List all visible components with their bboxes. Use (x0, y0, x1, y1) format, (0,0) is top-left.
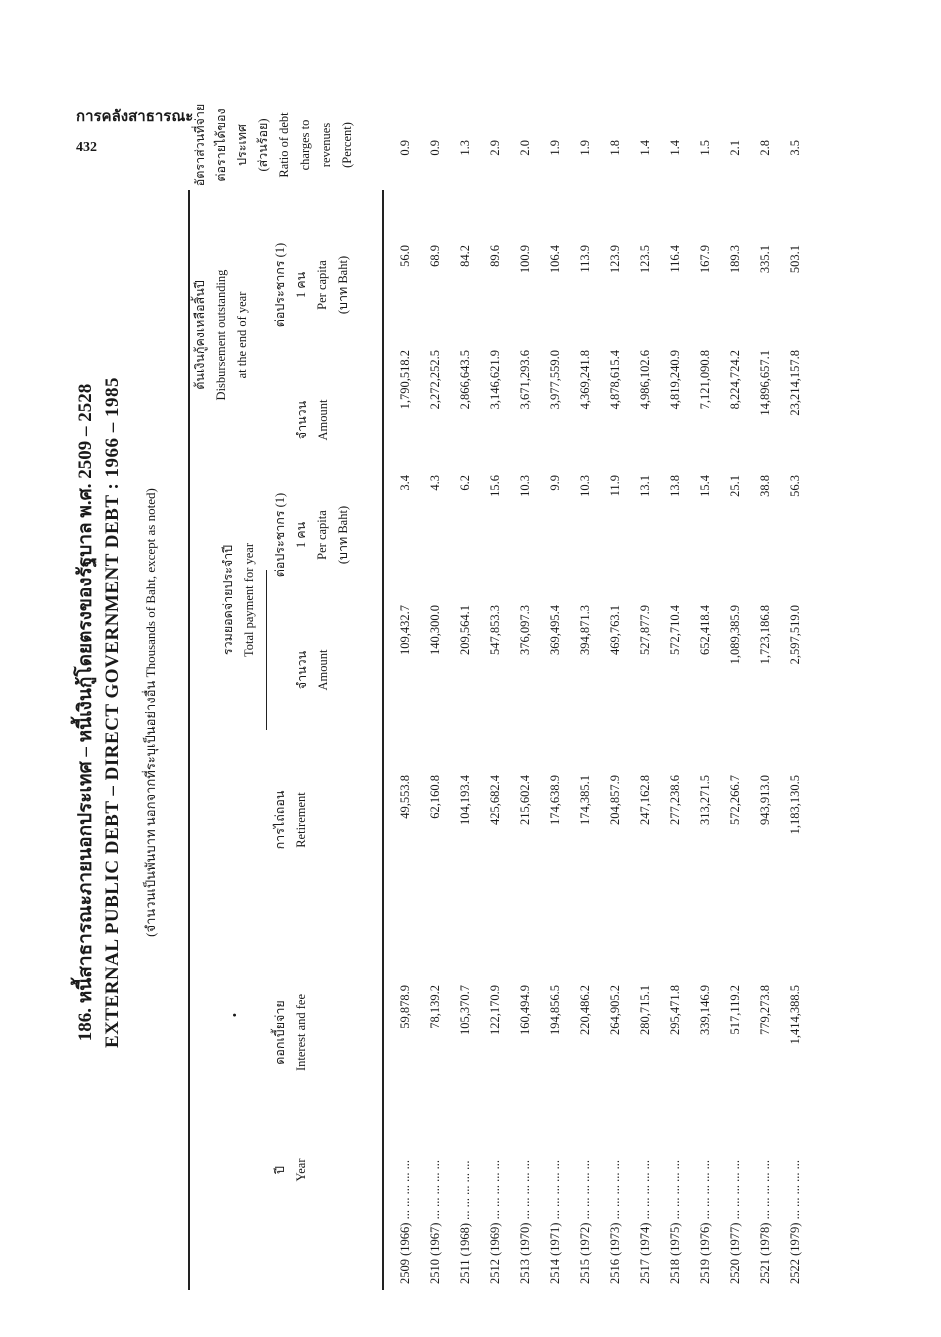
header-out-percap-en: Per capita (315, 260, 329, 310)
row-pay-percapita: 11.9 (608, 475, 622, 497)
row-ratio: 1.8 (608, 140, 622, 156)
table-row (608, 135, 638, 1290)
row-year: 2514 (1971) ... ... ... ... ... (548, 1160, 562, 1284)
page-number: 432 (76, 140, 97, 155)
row-ratio: 1.9 (578, 140, 592, 156)
header-retirement (270, 750, 312, 890)
row-out-percapita: 167.9 (698, 245, 712, 274)
header-year-th: ปี (273, 1166, 287, 1174)
row-pay-amount: 2,597,519.0 (788, 605, 802, 665)
header-payment-th: รวมยอดจ่ายประจำปี (221, 544, 235, 656)
row-pay-percapita: 10.3 (518, 475, 532, 497)
header-ratio-th3: ประเทศ (235, 124, 249, 166)
header-payment-group (218, 470, 260, 730)
table-unit-note: (จำนวนเป็นพันบาท นอกจากที่ระบุเป็นอย่างอื่น Thousands of Baht, except as noted) (143, 488, 158, 937)
header-outstanding-group (190, 210, 253, 460)
row-out-amount: 8,224,724.2 (728, 350, 742, 410)
row-retirement: 62,160.8 (428, 775, 442, 819)
table-row (788, 135, 818, 1290)
row-pay-percapita: 56.3 (788, 475, 802, 497)
row-retirement: 572,266.7 (728, 775, 742, 825)
header-ratio-en2: charges to (298, 119, 312, 171)
row-out-percapita: 503.1 (788, 245, 802, 274)
row-pay-percapita: 15.4 (698, 475, 712, 497)
row-out-amount: 7,121,090.8 (698, 350, 712, 410)
row-year: 2509 (1966) ... ... ... ... ... (398, 1160, 412, 1284)
row-out-amount: 4,819,240.9 (668, 350, 682, 410)
row-out-percapita: 123.5 (638, 245, 652, 274)
row-year: 2520 (1977) ... ... ... ... ... (728, 1160, 742, 1284)
header-ratio-th2: ต่อรายได้ของ (214, 108, 228, 182)
row-year: 2521 (1978) ... ... ... ... ... (758, 1160, 772, 1284)
row-pay-percapita: 13.1 (638, 475, 652, 497)
row-retirement: 943,913.0 (758, 775, 772, 825)
table-title-thai: 186. หนี้สาธารณะภายนอกประเทศ – หนี้เงินกู้โดยตรงของรัฐบาล พ.ศ. 2509 – 2528 (75, 383, 96, 1042)
header-out-amount-th: จำนวน (295, 400, 309, 440)
row-year: 2516 (1973) ... ... ... ... ... (608, 1160, 622, 1284)
row-out-percapita: 189.3 (728, 245, 742, 274)
row-interest: 1,414,388.5 (788, 985, 802, 1045)
row-year: 2511 (1968) ... ... ... ... ... (458, 1160, 472, 1284)
header-pay-percap-en: Per capita (315, 510, 329, 560)
header-ratio-th1: อัตราส่วนที่จ่าย (193, 103, 207, 187)
row-pay-amount: 109,432.7 (398, 605, 412, 655)
row-out-amount: 23,214,157.8 (788, 350, 802, 416)
header-dot-mark: • (228, 1012, 242, 1018)
header-out-percap-th: ต่อประชากร (1) (273, 242, 287, 328)
row-pay-amount: 369,495.4 (548, 605, 562, 655)
row-retirement: 277,238.6 (668, 775, 682, 825)
row-out-percapita: 89.6 (488, 245, 502, 267)
row-pay-percapita: 6.2 (458, 475, 472, 491)
row-out-percapita: 113.9 (578, 245, 592, 273)
row-pay-amount: 209,564.1 (458, 605, 472, 655)
header-retire-th: การไถ่ถอน (273, 790, 287, 850)
table-row (488, 135, 518, 1290)
row-interest: 280,715.1 (638, 985, 652, 1035)
header-payment-en: Total payment for year (242, 543, 256, 658)
row-out-percapita: 56.0 (398, 245, 412, 267)
row-pay-percapita: 38.8 (758, 475, 772, 497)
row-out-percapita: 123.9 (608, 245, 622, 274)
row-ratio: 1.3 (458, 140, 472, 156)
header-interest (270, 965, 312, 1100)
header-ratio-en1: Ratio of debt (277, 112, 291, 178)
row-ratio: 2.9 (488, 140, 502, 156)
header-year (270, 1120, 312, 1220)
row-out-amount: 2,866,643.5 (458, 350, 472, 410)
row-out-percapita: 100.9 (518, 245, 532, 274)
row-retirement: 174,385.1 (578, 775, 592, 825)
header-pay-percapita (270, 470, 354, 600)
row-interest: 264,905.2 (608, 985, 622, 1035)
row-interest: 59,878.9 (398, 985, 412, 1029)
row-pay-percapita: 10.3 (578, 475, 592, 497)
header-outstanding-en2: at the end of year (235, 291, 249, 379)
row-interest: 220,486.2 (578, 985, 592, 1035)
row-pay-amount: 376,097.3 (518, 605, 532, 655)
header-pay-amount-en: Amount (316, 649, 330, 691)
row-out-percapita: 116.4 (668, 245, 682, 273)
row-interest: 160,494.9 (518, 985, 532, 1035)
row-pay-amount: 140,300.0 (428, 605, 442, 655)
table-title-english: EXTERNAL PUBLIC DEBT – DIRECT GOVERNMENT DEBT : 1966 – 1985 (102, 376, 123, 1049)
header-outstanding-en1: Disbursement outstanding (214, 269, 228, 401)
row-interest: 105,370.7 (458, 985, 472, 1035)
table-row (548, 135, 578, 1290)
row-out-percapita: 84.2 (458, 245, 472, 267)
row-out-percapita: 106.4 (548, 245, 562, 274)
row-retirement: 49,553.8 (398, 775, 412, 819)
row-ratio: 1.9 (548, 140, 562, 156)
row-pay-amount: 394,871.3 (578, 605, 592, 655)
table-row (758, 135, 788, 1290)
header-pay-percap-one: 1 คน (294, 521, 308, 549)
table-row (458, 135, 488, 1290)
row-pay-percapita: 3.4 (398, 475, 412, 491)
row-ratio: 2.8 (758, 140, 772, 156)
header-out-amount-en: Amount (316, 399, 330, 441)
row-ratio: 0.9 (428, 140, 442, 156)
row-year: 2522 (1979) ... ... ... ... ... (788, 1160, 802, 1284)
book-title: การคลังสาธารณะ (76, 109, 194, 125)
header-ratio-en4: (Percent) (340, 122, 354, 168)
row-year: 2513 (1970) ... ... ... ... ... (518, 1160, 532, 1284)
row-interest: 78,139.2 (428, 985, 442, 1029)
table-row (398, 135, 428, 1290)
row-retirement: 174,638.9 (548, 775, 562, 825)
row-out-percapita: 68.9 (428, 245, 442, 267)
row-retirement: 204,857.9 (608, 775, 622, 825)
table-row (728, 135, 758, 1290)
table-row (698, 135, 728, 1290)
row-pay-amount: 1,089,385.9 (728, 605, 742, 665)
row-out-amount: 3,977,559.0 (548, 350, 562, 410)
row-interest: 517,119.2 (728, 985, 742, 1035)
row-retirement: 104,193.4 (458, 775, 472, 825)
row-out-amount: 4,369,241.8 (578, 350, 592, 410)
header-pay-amount (292, 610, 334, 730)
header-pay-percap-th: ต่อประชากร (1) (273, 492, 287, 578)
header-outstanding-th: ต้นเงินกู้คงเหลือสิ้นปี (193, 280, 207, 390)
row-pay-amount: 469,763.1 (608, 605, 622, 655)
row-interest: 122,170.9 (488, 985, 502, 1035)
table-header-rule (382, 190, 384, 1290)
row-interest: 194,856.5 (548, 985, 562, 1035)
header-year-en: Year (294, 1158, 308, 1182)
row-pay-amount: 547,853.3 (488, 605, 502, 655)
header-interest-th: ดอกเบี้ยจ่าย (273, 1000, 287, 1065)
table-row (668, 135, 698, 1290)
row-pay-percapita: 15.6 (488, 475, 502, 497)
row-out-amount: 14,896,657.1 (758, 350, 772, 416)
row-out-amount: 2,272,252.5 (428, 350, 442, 410)
row-pay-amount: 1,723,186.8 (758, 605, 772, 665)
header-pay-percap-unit: (บาท Baht) (336, 505, 350, 565)
row-retirement: 1,183,130.5 (788, 775, 802, 835)
header-interest-en: Interest and fee (294, 993, 308, 1072)
row-year: 2518 (1975) ... ... ... ... ... (668, 1160, 682, 1284)
row-out-amount: 4,878,615.4 (608, 350, 622, 410)
row-ratio: 0.9 (398, 140, 412, 156)
row-ratio: 2.1 (728, 140, 742, 156)
row-ratio: 3.5 (788, 140, 802, 156)
row-ratio: 2.0 (518, 140, 532, 156)
row-ratio: 1.5 (698, 140, 712, 156)
row-out-amount: 3,146,621.9 (488, 350, 502, 410)
row-retirement: 313,271.5 (698, 775, 712, 825)
row-pay-percapita: 4.3 (428, 475, 442, 491)
table-row (518, 135, 548, 1290)
header-dot (225, 995, 246, 1035)
row-out-amount: 3,671,293.6 (518, 350, 532, 410)
row-pay-amount: 652,418.4 (698, 605, 712, 655)
table-row (578, 135, 608, 1290)
header-out-percapita (270, 220, 354, 350)
row-pay-percapita: 9.9 (548, 475, 562, 491)
row-interest: 295,471.8 (668, 985, 682, 1035)
header-pay-amount-th: จำนวน (295, 650, 309, 690)
row-year: 2512 (1969) ... ... ... ... ... (488, 1160, 502, 1284)
row-out-amount: 4,986,102.6 (638, 350, 652, 410)
row-interest: 339,146.9 (698, 985, 712, 1035)
table-row (638, 135, 668, 1290)
header-out-amount (292, 360, 334, 480)
row-interest: 779,273.8 (758, 985, 772, 1035)
row-year: 2510 (1967) ... ... ... ... ... (428, 1160, 442, 1284)
row-retirement: 215,602.4 (518, 775, 532, 825)
row-year: 2519 (1976) ... ... ... ... ... (698, 1160, 712, 1284)
row-out-amount: 1,790,518.2 (398, 350, 412, 410)
row-pay-percapita: 25.1 (728, 475, 742, 497)
row-ratio: 1.4 (668, 140, 682, 156)
row-year: 2515 (1972) ... ... ... ... ... (578, 1160, 592, 1284)
row-pay-percapita: 13.8 (668, 475, 682, 497)
header-ratio-en3: revenues (319, 122, 333, 168)
row-year: 2517 (1974) ... ... ... ... ... (638, 1160, 652, 1284)
row-out-percapita: 335.1 (758, 245, 772, 274)
table-row (428, 135, 458, 1290)
row-pay-amount: 572,710.4 (668, 605, 682, 655)
header-ratio (190, 85, 358, 205)
header-out-percap-one: 1 คน (294, 271, 308, 299)
header-out-percap-unit: (บาท Baht) (336, 255, 350, 315)
row-ratio: 1.4 (638, 140, 652, 156)
row-pay-amount: 527,877.9 (638, 605, 652, 655)
row-retirement: 425,682.4 (488, 775, 502, 825)
header-ratio-th4: (ส่วนร้อย) (256, 118, 270, 172)
header-retire-en: Retirement (294, 792, 308, 848)
payment-group-rule (266, 570, 267, 730)
row-retirement: 247,162.8 (638, 775, 652, 825)
